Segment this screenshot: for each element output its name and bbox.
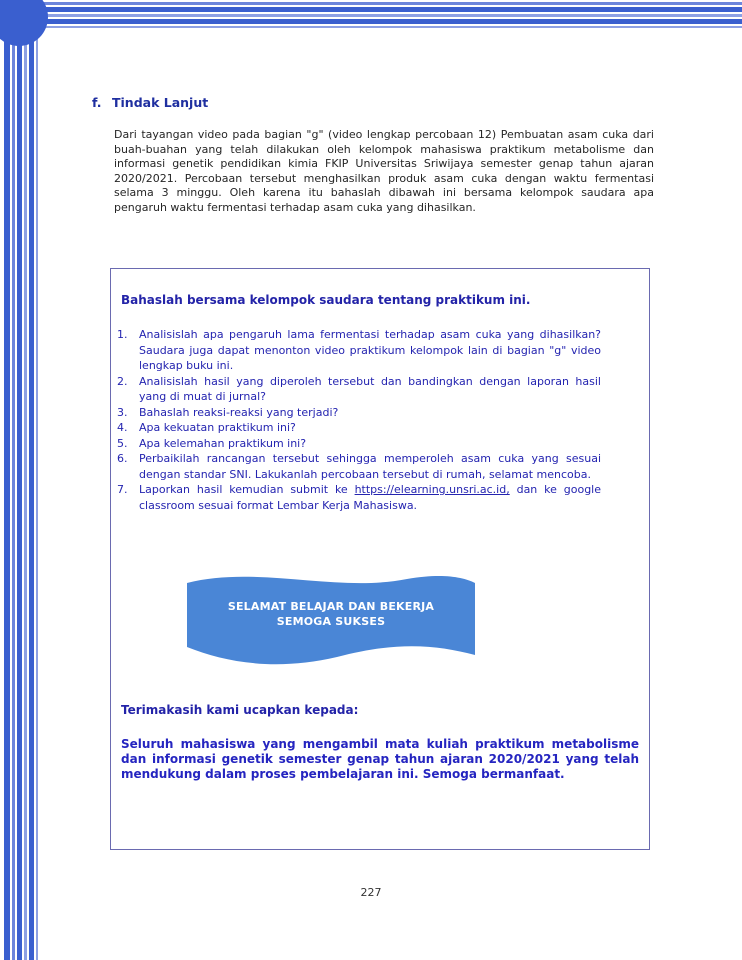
section-title: Tindak Lanjut [112, 95, 209, 110]
task-number: 1. [117, 328, 128, 341]
task-number: 6. [117, 452, 128, 465]
task-text: Bahaslah reaksi-reaksi yang terjadi? [139, 405, 339, 419]
task-text: Analisislah hasil yang diperoleh tersebut dan bandingkan dengan laporan hasil yang di muat di jurnal? [139, 374, 601, 403]
task-text [139, 482, 601, 513]
task-text: Apa kelemahan praktikum ini? [139, 436, 307, 450]
task-number: 2. [117, 374, 128, 388]
task-text-part: Laporkan hasil kemudian submit ke [139, 483, 355, 496]
intro-paragraph: Dari tayangan video pada bagian "g" (video lengkap percobaan 12) Pembuatan asam cuka dari buah-buahan yang telah dilakukan oleh kelompok mahasiswa praktikum metabolisme dan informasi genetik pendidikan kimia FKIP Universitas Sriwijaya semester genap tahun ajaran 2020/2021. Percobaan tersebut menghasilkan produk asam cuka dengan waktu fermentasi selama 3 minggu. Oleh karena itu bahaslah dibawah ini bersama kelompok saudara apa pengaruh waktu fermentasi terhadap asam cuka yang dihasilkan. [114, 128, 654, 214]
activity-box [110, 268, 650, 850]
task-text-part: dan ke google classroom sesuai format Lembar Kerja Mahasiswa. [139, 483, 601, 512]
elearning-link[interactable]: https://elearning.unsri.ac.id, [354, 483, 510, 496]
task-number: 5. [117, 436, 128, 450]
top-border-decoration [0, 0, 742, 34]
task-item [117, 327, 601, 374]
task-item [117, 374, 601, 405]
task-text: Perbaikilah rancangan tersebut sehingga memperoleh asam cuka yang sesuai dengan standar SNI. Lakukanlah percobaan tersebut di rumah, selamat mencoba. [139, 452, 601, 481]
thanks-heading: Terimakasih kami ucapkan kepada: [121, 703, 359, 717]
task-number: 7. [117, 483, 128, 496]
banner-line-2: SEMOGA SUKSES [276, 615, 386, 628]
left-border-decoration [0, 0, 40, 960]
activity-heading: Bahaslah bersama kelompok saudara tentang praktikum ini. [121, 293, 531, 307]
task-text: Apa kekuatan praktikum ini? [139, 421, 296, 434]
banner-line-1: SELAMAT BELAJAR DAN BEKERJA [227, 600, 435, 613]
banner-text [187, 599, 475, 629]
section-heading [92, 95, 208, 110]
thanks-body: Seluruh mahasiswa yang mengambil mata kuliah praktikum metabolisme dan informasi genetik semester genap tahun ajaran 2020/2021 yang telah mendukung dalam proses pembelajaran ini. Semoga bermanfaat. [121, 737, 639, 781]
task-item [117, 405, 601, 421]
task-list [117, 327, 601, 513]
task-item [117, 451, 601, 482]
corner-circle-decoration [0, 0, 48, 46]
task-number: 3. [117, 405, 128, 419]
page-number: 227 [360, 886, 382, 899]
section-letter: f. [92, 95, 102, 110]
task-item [117, 482, 601, 513]
task-text: Analisislah apa pengaruh lama fermentasi terhadap asam cuka yang dihasilkan? Saudara juga dapat menonton video praktikum kelompok lain di bagian "g" video lengkap buku ini. [139, 328, 601, 372]
task-item [117, 436, 601, 452]
task-item [117, 420, 601, 436]
task-number: 4. [117, 421, 128, 434]
